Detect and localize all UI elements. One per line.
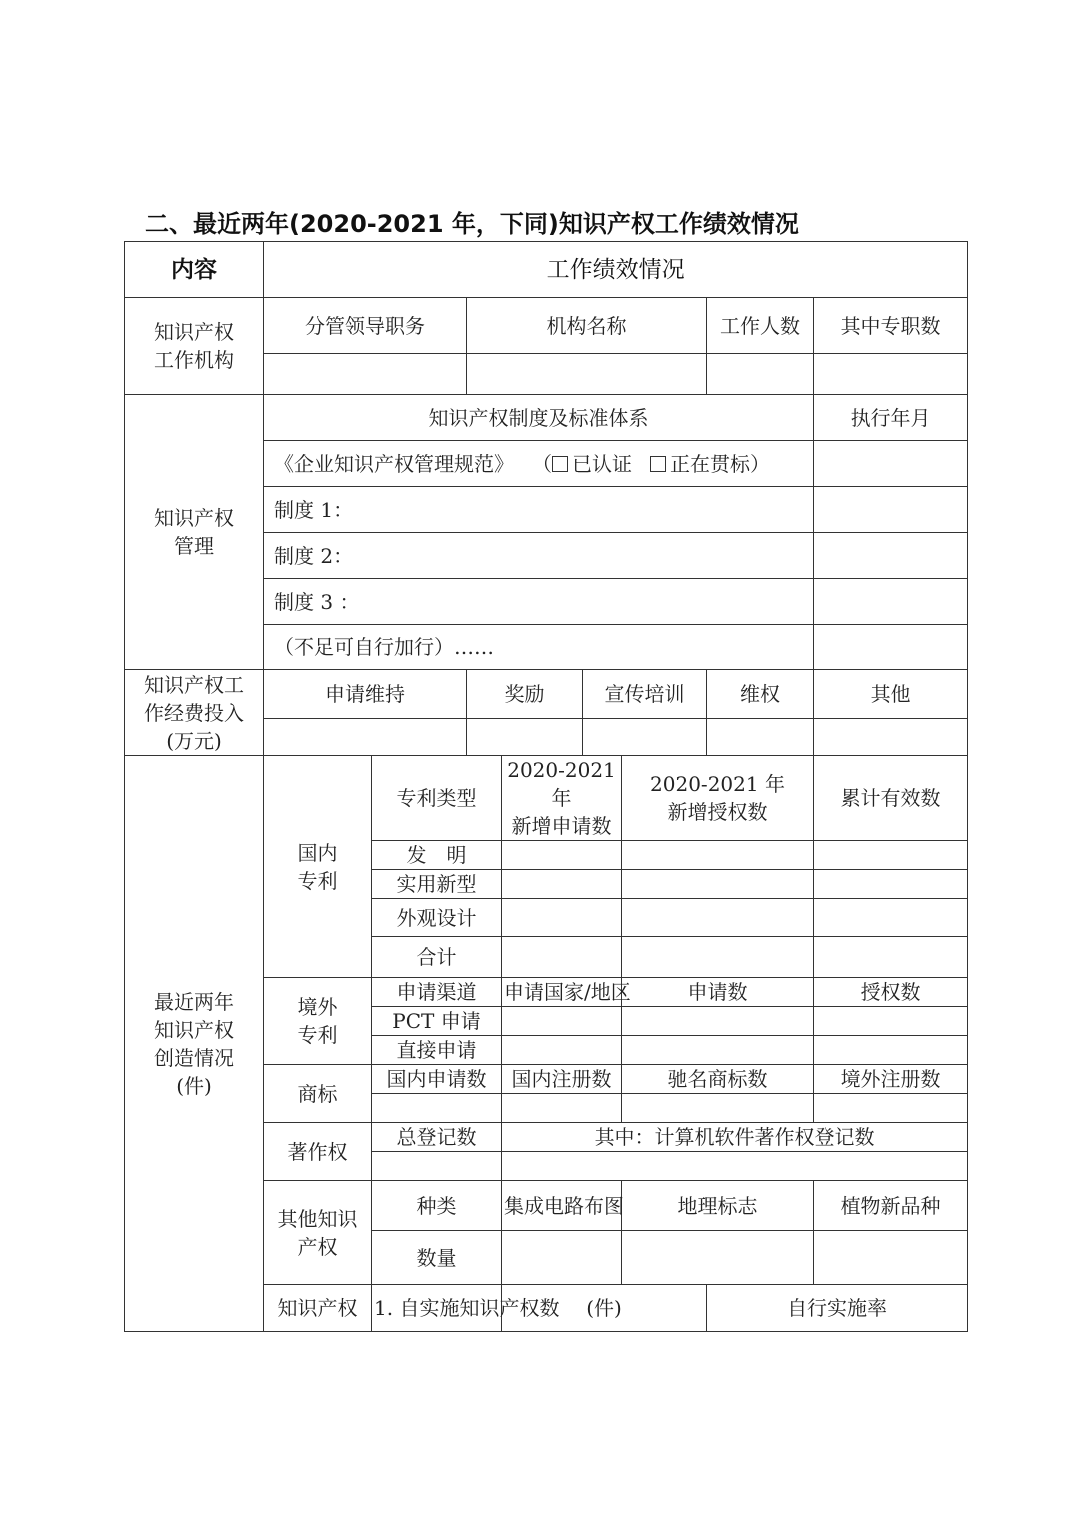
cell[interactable] xyxy=(622,1231,814,1285)
trademark-col-domestic-apply: 国内申请数 xyxy=(372,1065,502,1094)
foreign-col-country: 申请国家/地区 xyxy=(502,978,622,1007)
org-input-leader[interactable] xyxy=(264,354,467,395)
foreign-col-apply: 申请数 xyxy=(622,978,814,1007)
funds-col-training: 宣传培训 xyxy=(583,670,707,719)
funds-input-training[interactable] xyxy=(583,719,707,756)
foreign-col-grant: 授权数 xyxy=(814,978,968,1007)
cell[interactable] xyxy=(622,899,814,937)
org-col-name: 机构名称 xyxy=(467,298,707,354)
trademark-col-foreign-reg: 境外注册数 xyxy=(814,1065,968,1094)
cell[interactable] xyxy=(372,1152,502,1181)
cell[interactable] xyxy=(814,1007,968,1036)
cell[interactable] xyxy=(622,937,814,978)
org-input-fulltime[interactable] xyxy=(814,354,968,395)
mgmt-rule-2[interactable]: 制度 2： xyxy=(264,533,814,579)
certified-checkbox[interactable] xyxy=(552,456,568,472)
cell[interactable] xyxy=(622,841,814,870)
mgmt-date-header: 执行年月 xyxy=(814,395,968,441)
foreign-col-channel: 申请渠道 xyxy=(372,978,502,1007)
cell[interactable] xyxy=(814,1094,968,1123)
domestic-col-new-grant: 2020-2021 年 新增授权数 xyxy=(622,756,814,841)
cell[interactable] xyxy=(372,1094,502,1123)
funds-col-other: 其他 xyxy=(814,670,968,719)
mgmt-spec-date[interactable] xyxy=(814,441,968,487)
other-col-ic-layout: 集成电路布图 xyxy=(502,1181,622,1231)
org-col-leader: 分管领导职务 xyxy=(264,298,467,354)
impl-count-unit[interactable]: (件) xyxy=(502,1285,707,1332)
funds-col-rights: 维权 xyxy=(707,670,814,719)
cell[interactable] xyxy=(502,1231,622,1285)
cell[interactable] xyxy=(814,899,968,937)
mgmt-extra-date[interactable] xyxy=(814,625,968,670)
domestic-col-valid: 累计有效数 xyxy=(814,756,968,841)
funds-input-reward[interactable] xyxy=(467,719,583,756)
copyright-col-software: 其中：计算机软件著作权登记数 xyxy=(502,1123,968,1152)
domestic-col-type: 专利类型 xyxy=(372,756,502,841)
org-input-staff[interactable] xyxy=(707,354,814,395)
cell[interactable] xyxy=(814,1036,968,1065)
mgmt-rule-3-date[interactable] xyxy=(814,579,968,625)
mgmt-rule-1[interactable]: 制度 1： xyxy=(264,487,814,533)
creation-label: 最近两年 知识产权 创造情况 (件) xyxy=(125,756,264,1332)
cell[interactable] xyxy=(622,1036,814,1065)
foreign-patent-label: 境外 专利 xyxy=(264,978,372,1065)
cell[interactable] xyxy=(622,870,814,899)
header-content: 内容 xyxy=(125,242,264,298)
header-performance: 工作绩效情况 xyxy=(264,242,968,298)
cell[interactable] xyxy=(622,1094,814,1123)
funds-input-maintain[interactable] xyxy=(264,719,467,756)
funds-col-maintain: 申请维持 xyxy=(264,670,467,719)
cell[interactable] xyxy=(502,937,622,978)
cell[interactable] xyxy=(814,937,968,978)
mgmt-rule-1-date[interactable] xyxy=(814,487,968,533)
cell[interactable] xyxy=(502,1007,622,1036)
copyright-label: 著作权 xyxy=(264,1123,372,1181)
mgmt-system-header: 知识产权制度及标准体系 xyxy=(264,395,814,441)
implementing-checkbox[interactable] xyxy=(650,456,666,472)
domestic-col-new-apply: 2020-2021 年 新增申请数 xyxy=(502,756,622,841)
foreign-row-direct: 直接申请 xyxy=(372,1036,502,1065)
mgmt-rule-2-date[interactable] xyxy=(814,533,968,579)
org-col-staff: 工作人数 xyxy=(707,298,814,354)
mgmt-rule-3[interactable]: 制度 3 ： xyxy=(264,579,814,625)
cell[interactable] xyxy=(502,1036,622,1065)
org-input-name[interactable] xyxy=(467,354,707,395)
cell[interactable] xyxy=(502,899,622,937)
cell[interactable] xyxy=(622,1007,814,1036)
funds-col-reward: 奖励 xyxy=(467,670,583,719)
cell[interactable] xyxy=(502,1094,622,1123)
cell[interactable] xyxy=(814,870,968,899)
domestic-row-design: 外观设计 xyxy=(372,899,502,937)
cell[interactable] xyxy=(502,1152,968,1181)
other-row-quantity: 数量 xyxy=(372,1231,502,1285)
org-label: 知识产权 工作机构 xyxy=(125,298,264,395)
funds-input-other[interactable] xyxy=(814,719,968,756)
cell[interactable] xyxy=(502,870,622,899)
org-col-fulltime: 其中专职数 xyxy=(814,298,968,354)
mgmt-label: 知识产权 管理 xyxy=(125,395,264,670)
funds-input-rights[interactable] xyxy=(707,719,814,756)
cell[interactable] xyxy=(814,841,968,870)
other-ip-label: 其他知识 产权 xyxy=(264,1181,372,1285)
section-heading: 二、最近两年(2020-2021 年，下同)知识产权工作绩效情况 xyxy=(145,210,799,238)
mgmt-spec-row: 《企业知识产权管理规范》 （ 已认证 正在贯标） xyxy=(264,441,814,487)
impl-rate-label: 自行实施率 xyxy=(707,1285,968,1332)
domestic-patent-label: 国内 专利 xyxy=(264,756,372,978)
trademark-col-domestic-reg: 国内注册数 xyxy=(502,1065,622,1094)
trademark-col-famous: 驰名商标数 xyxy=(622,1065,814,1094)
domestic-row-utility: 实用新型 xyxy=(372,870,502,899)
other-col-plant: 植物新品种 xyxy=(814,1181,968,1231)
funds-label: 知识产权工 作经费投入 (万元) xyxy=(125,670,264,756)
impl-label: 知识产权 xyxy=(264,1285,372,1332)
domestic-row-total: 合计 xyxy=(372,937,502,978)
copyright-col-total: 总登记数 xyxy=(372,1123,502,1152)
other-col-kind: 种类 xyxy=(372,1181,502,1231)
cell[interactable] xyxy=(814,1231,968,1285)
trademark-label: 商标 xyxy=(264,1065,372,1123)
cell[interactable] xyxy=(502,841,622,870)
domestic-row-invention: 发 明 xyxy=(372,841,502,870)
other-col-geo: 地理标志 xyxy=(622,1181,814,1231)
mgmt-add-rows-note: （不足可自行加行）…… xyxy=(264,625,814,670)
foreign-row-pct: PCT 申请 xyxy=(372,1007,502,1036)
ip-performance-table xyxy=(124,241,968,1332)
impl-item: 1. 自实施知识产权数 xyxy=(372,1285,502,1332)
